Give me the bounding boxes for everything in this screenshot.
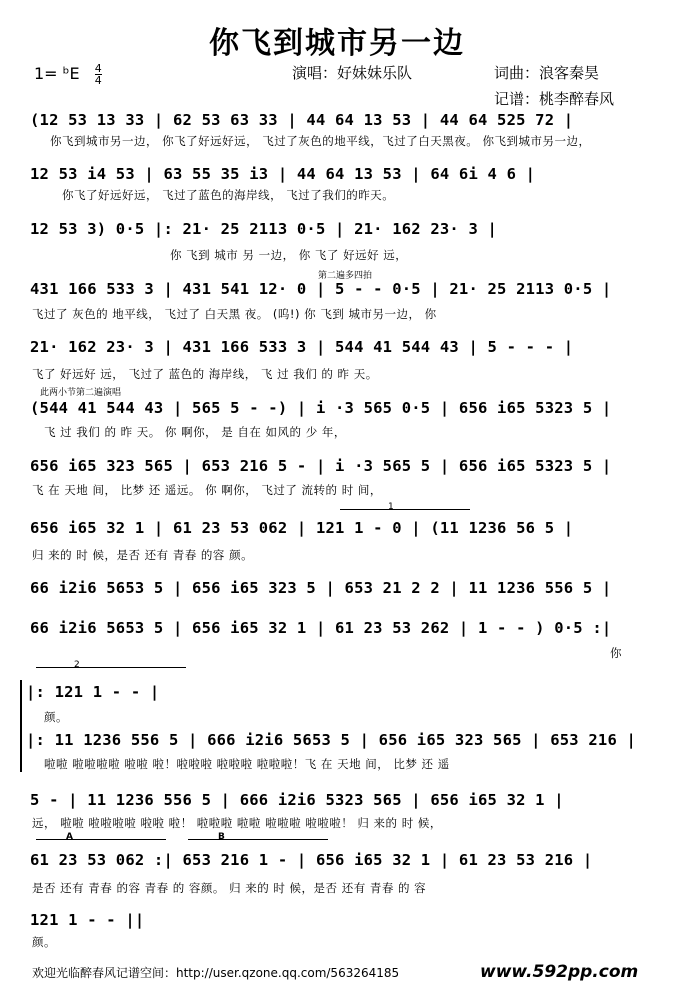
notation-row-15: 121 1 - - || [30, 911, 145, 929]
footer-credit: 欢迎光临醉春风记谱空间：http://user.qzone.qq.com/563264185 [32, 966, 400, 980]
site-logo: www.592pp.com [480, 962, 639, 982]
lyric-row-13: 远， 啦啦 啦啦啦啦 啦啦 啦！ 啦啦啦 啦啦 啦啦啦 啦啦啦！ 归 来的 时 候， [32, 816, 442, 830]
notation-row-13: 5 - | 11 1236 556 5 | 666 i2i6 5323 565 | 656 i65 32 1 | [30, 791, 564, 809]
notation-row-4: 431 166 533 3 | 431 541 12· 0 | 5 - - 0·5 | 21· 25 2113 0·5 | [30, 280, 612, 298]
lyric-row-6: 飞 过 我们 的 昨 天。 你 啊你， 是 自在 如风的 少 年， [44, 425, 346, 439]
volta-1-label: 1 [388, 502, 394, 512]
annotation-second-pass: 第二遍多四拍 [318, 271, 373, 281]
volta-2-label: 2 [74, 660, 80, 670]
composer: 词曲：浪客秦昊 [494, 64, 600, 82]
section-b-mark: B [218, 832, 225, 842]
notation-row-7: 656 i65 323 565 | 653 216 5 - | i ·3 565 5 | 656 i65 5323 5 | [30, 457, 612, 475]
time-signature: $\frac{4}{4}$ [94, 62, 102, 87]
lyric-row-10: 你 [610, 646, 622, 660]
section-b-line [188, 839, 328, 840]
notation-row-8: 656 i65 32 1 | 61 23 53 062 | 121 1 - 0 | (11 1236 56 5 | [30, 519, 574, 537]
notation-row-2: 12 53 i4 53 | 63 55 35 i3 | 44 64 13 53 | 64 6i 4 6 | [30, 165, 536, 183]
transcriber: 记谱：桃李醉春风 [494, 90, 615, 108]
lyric-row-12: 啦啦 啦啦啦啦 啦啦 啦！啦啦啦 啦啦啦 啦啦啦！飞 在 天地 间， 比梦 还 遥 [44, 757, 450, 771]
lyric-row-8: 归 来的 时 候，是否 还有 青春 的容 颜。 [32, 548, 254, 562]
section-a-line [36, 839, 166, 840]
lyric-row-11: 颜。 [44, 710, 68, 724]
volta-2-bracket [36, 667, 186, 668]
notation-row-10: 66 i2i6 5653 5 | 656 i65 32 1 | 61 23 53 262 | 1 - - ) 0·5 :| [30, 619, 612, 637]
volta-1-bracket [340, 509, 470, 510]
notation-row-11: |: 121 1 - - | [26, 683, 160, 701]
notation-row-12: |: 11 1236 556 5 | 666 i2i6 5653 5 | 656 i65 323 565 | 653 216 | [26, 731, 637, 749]
lyric-row-5: 飞了 好远好 远， 飞过了 蓝色的 海岸线， 飞 过 我们 的 昨 天。 [32, 367, 378, 381]
lyric-row-3: 你 飞到 城市 另 一边， 你 飞了 好远好 远， [170, 248, 408, 262]
key-label: 1= ᵇE [34, 64, 80, 83]
notation-row-14: 61 23 53 062 :| 653 216 1 - | 656 i65 32 1 | 61 23 53 216 | [30, 851, 593, 869]
annotation-repeat-bars: 此两小节第二遍演唱 [40, 388, 122, 398]
lyric-row-14: 是否 还有 青春 的容 青春 的 容颜。 归 来的 时 候，是否 还有 青春 的 容 [32, 881, 427, 895]
lyric-row-1: 你飞到城市另一边， 你飞了好远好远， 飞过了灰色的地平线，飞过了白天黑夜。 你飞到城市另一边， [50, 134, 591, 148]
lyric-row-7: 飞 在 天地 间， 比梦 还 遥远。 你 啊你， 飞过了 流转的 时 间， [32, 483, 382, 497]
lyric-row-2: 你飞了好远好远， 飞过了蓝色的海岸线， 飞过了我们的昨天。 [62, 188, 395, 202]
notation-row-5: 21· 162 23· 3 | 431 166 533 3 | 544 41 544 43 | 5 - - - | [30, 338, 574, 356]
notation-row-3: 12 53 3) 0·5 |: 21· 25 2113 0·5 | 21· 162 23· 3 | [30, 220, 498, 238]
lyric-row-15: 颜。 [32, 935, 56, 949]
key-signature [34, 63, 102, 86]
singer: 演唱：好妹妹乐队 [292, 64, 413, 82]
system-brace [20, 680, 22, 772]
notation-row-1: (12 53 13 33 | 62 53 63 33 | 44 64 13 53 | 44 64 525 72 | [30, 111, 574, 129]
lyric-row-4: 飞过了 灰色的 地平线， 飞过了 白天黑 夜。 (呜!) 你 飞到 城市另一边， 你 [32, 307, 437, 321]
song-title: 你飞到城市另一边 [209, 26, 465, 61]
notation-row-6: (544 41 544 43 | 565 5 - -) | i ·3 565 0·5 | 656 i65 5323 5 | [30, 399, 612, 417]
section-a-mark: A [66, 832, 73, 842]
notation-row-9: 66 i2i6 5653 5 | 656 i65 323 5 | 653 21 2 2 | 11 1236 556 5 | [30, 579, 612, 597]
